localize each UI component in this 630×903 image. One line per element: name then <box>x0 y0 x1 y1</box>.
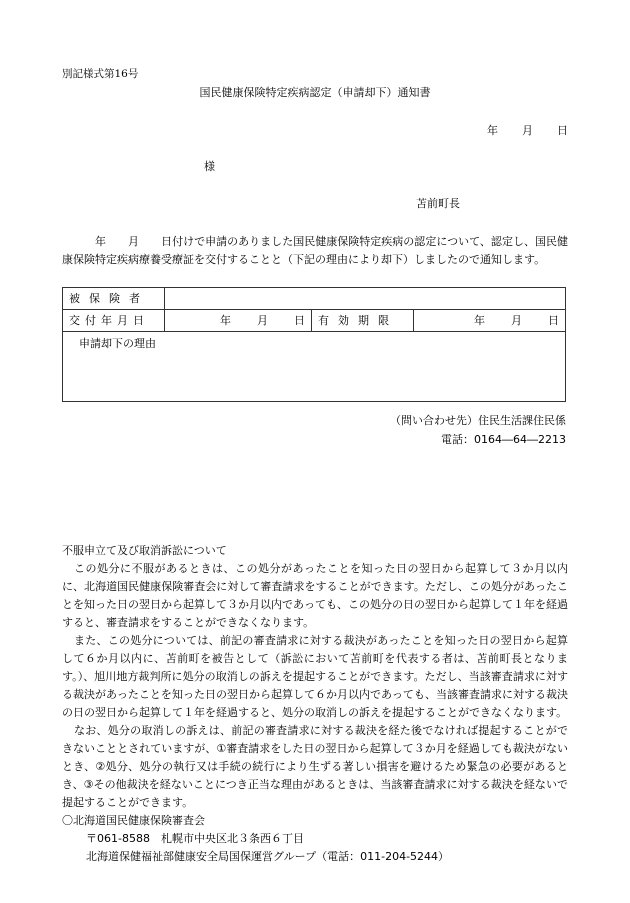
validity-day: 日 <box>548 313 560 327</box>
validity-date-fields <box>420 313 559 329</box>
issue-day: 日 <box>294 313 305 327</box>
certificate-table <box>62 287 566 402</box>
insured-label <box>63 288 165 310</box>
issuer: 苫前町長 <box>416 197 460 210</box>
validity-label: 有効期限 <box>312 310 414 332</box>
validity-year: 年 <box>474 313 486 327</box>
appeal-paragraph-3: なお、処分の取消しの訴えは、前記の審査請求に対する裁決を経た後でなければ提起することができないこととされていますが、①審査請求をした日の翌日から起算して３か月を経過しても裁決がないとき、②処分、処分の執行又は手続の続行により生ずる著しい損害を避けるため緊急の必要があるとき、③その他裁決を経ないことにつき正当な理由があるときは、当該審査請求に対する裁決を経ないで提起することができます。 <box>62 724 568 809</box>
review-board-name: 〇北海道国民健康保険審査会 <box>62 814 205 827</box>
addressee-suffix: 様 <box>204 160 215 173</box>
insured-value[interactable] <box>165 288 566 310</box>
validity-value[interactable] <box>414 310 566 332</box>
issue-year: 年 <box>220 313 231 327</box>
rejection-reason-label: 申請却下の理由 <box>79 337 156 350</box>
insured-label-text: 被保険者 <box>69 291 149 305</box>
document-title: 国民健康保険特定疾病認定（申請却下）通知書 <box>199 86 431 99</box>
rejection-reason[interactable] <box>63 332 566 402</box>
date-month: 月 <box>522 124 533 137</box>
table-row <box>63 332 566 402</box>
document-date <box>487 123 568 139</box>
appeal-paragraph-1: この処分に不服があるときは、この処分があったことを知った日の翌日から起算して３か月以内に、北海道国民健康保険審査会に対して審査請求をすることができます。ただし、この処分があったことを知った日の翌日から起算して３か月以内であっても、この処分の日の翌日から起算して１年を経過すると、審査請求をすることができなくなります。 <box>62 562 568 629</box>
table-row <box>63 310 566 332</box>
appeal-section <box>62 542 568 866</box>
contact-phone: 電話：0164―64―2213 <box>441 433 566 446</box>
validity-month: 月 <box>511 313 523 327</box>
appeal-paragraph-2: また、この処分については、前記の審査請求に対する裁決があったことを知った日の翌日から起算して６か月以内に、苫前町を被告として（訴訟において苫前町を代表する者は、苫前町長となります。）、旭川地方裁判所に処分の取消しの訴えを提起することができます。ただし、当該審査請求に対する裁決があったことを知った日の翌日から起算して６か月以内であっても、当該審査請求に対する裁決の日の翌日から起算して１年を経過すると、処分の取消しの訴えを提起することができなくなります。 <box>62 634 568 719</box>
table-row <box>63 288 566 310</box>
appeal-heading: 不服申立て及び取消訴訟について <box>62 544 227 557</box>
form-number: 別記様式第16号 <box>62 68 139 80</box>
review-board-address: 〒061-8588 札幌市中央区北３条西６丁目 <box>86 832 304 845</box>
contact-office: （問い合わせ先）住民生活課住民係 <box>390 414 566 427</box>
review-board-office: 北海道保健福祉部健康安全局国保運営グループ（電話：011-204-5244） <box>86 850 450 863</box>
date-year: 年 <box>487 124 498 137</box>
issue-date-label: 交付年月日 <box>63 310 165 332</box>
notice-body: 年 月 日付けで申請のありました国民健康保険特定疾病の認定について、認定し、国民健康保険特定疾病療養受療証を交付することと（下記の理由により却下）しましたので通知します。 <box>62 235 568 266</box>
date-day: 日 <box>557 124 568 137</box>
issue-date-fields <box>171 313 305 329</box>
issue-month: 月 <box>257 313 268 327</box>
issue-date-value[interactable] <box>165 310 312 332</box>
